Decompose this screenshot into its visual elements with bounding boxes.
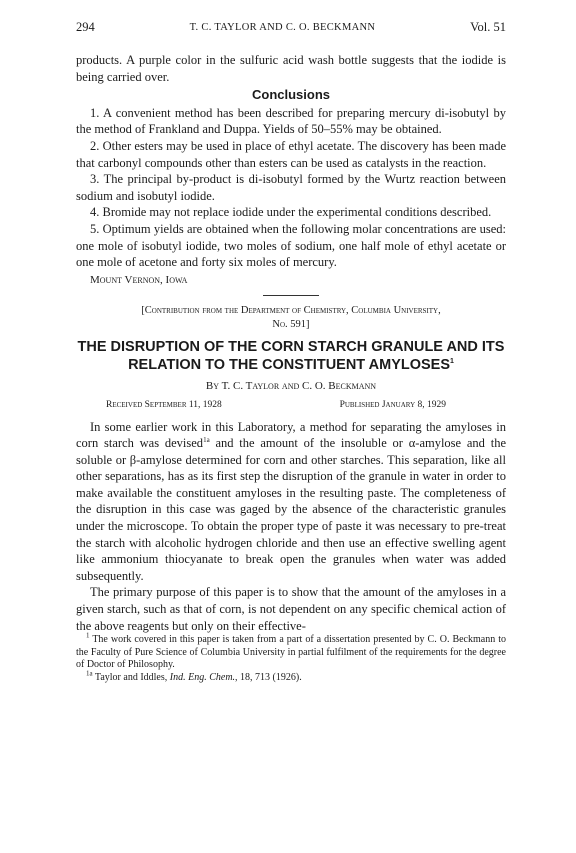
section-divider <box>263 295 319 296</box>
footnote-reference: 1a <box>203 435 210 444</box>
published-date: Published January 8, 1929 <box>339 399 446 410</box>
journal-name: Ind. Eng. Chem. <box>169 671 236 683</box>
article-dates <box>76 397 506 414</box>
authors: By T. C. Taylor and C. O. Beckmann <box>205 380 377 393</box>
paragraph-text: In some earlier work in this Laboratory, a method for separating the amyloses in corn starch was devised <box>76 419 506 451</box>
footnote <box>76 631 506 672</box>
conclusion-item: 2. Other esters may be used in place of ethyl acetate. The discovery has been made that carbonyl compounds other than esters can be used as catalysts in the reaction. <box>76 138 506 170</box>
conclusion-item: 4. Bromide may not replace iodide under the experimental conditions described. <box>90 205 492 220</box>
received-date: Received September 11, 1928 <box>106 399 222 410</box>
contribution-line: [Contribution from the Department of Chemistry, Columbia University, <box>141 305 441 317</box>
footnote-reference-text: , 18, 713 (1926). <box>235 671 302 683</box>
running-title: T. C. TAYLOR AND C. O. BECKMANN <box>189 22 376 33</box>
conclusion-item: 1. A convenient method has been described for preparing mercury di-isobutyl by the method of Frankland and Duppa. Yields of 50–55% may be obtained. <box>76 105 506 137</box>
running-header <box>76 20 506 38</box>
intro-paragraph: products. A purple color in the sulfuric acid wash bottle suggests that the iodide is being carried over. <box>76 53 506 84</box>
footnote-mark: 1a <box>86 669 93 678</box>
contribution-number: No. 591] <box>272 319 310 331</box>
footnote-text: The work covered in this paper is taken from a part of a dissertation presented by C. O. Beckmann to the Faculty of Pure Science of Columbia University in partial fulfilment of the requirements for the degree of Doctor of Philosophy. <box>76 634 506 671</box>
contribution-note <box>76 304 506 332</box>
footnote-text: Taylor and Iddles, <box>92 671 170 683</box>
conclusions-heading: Conclusions <box>251 87 330 103</box>
body-paragraph <box>76 419 506 585</box>
page <box>76 20 506 684</box>
article-title-text: THE DISRUPTION OF THE CORN STARCH GRANULE AND ITS RELATION TO THE CONSTITUENT AMYLOSES <box>77 339 505 374</box>
footnote <box>76 669 506 685</box>
footnotes <box>76 631 506 684</box>
body-text <box>76 52 506 634</box>
body-paragraph: The primary purpose of this paper is to show that the amount of the amyloses in a given starch, such as that of corn, is not dependent on any specific chemical action of the above reagents but only on their effective- <box>76 585 506 633</box>
footnote-mark: 1 <box>86 631 90 640</box>
author-location: Mount Vernon, Iowa <box>90 273 188 286</box>
paragraph-text: and the amount of the insoluble or α-amylose and the soluble or β-amylose determined for corn and other starches. This separation, like all other separations, has as its first step the disruption of the granule in water in order to make available the constituent amyloses in the resulting paste. The completeness of the disruption in this case was gaged by the absence of the characteristic granules under the microscope. To obtain the proper type of paste it was necessary to pre-treat the starch with alcoholic hydrogen chloride and then use an effective swelling agent like ammonium thiocyanate to break open the granules when water was added subsequently. <box>76 436 506 583</box>
conclusion-item: 5. Optimum yields are obtained when the following molar concentrations are used: one mole of isobutyl iodide, two moles of sodium, one half mole of ethyl acetate or one mole of acetone and forty six moles of mercury. <box>76 221 506 270</box>
volume: Vol. 51 <box>470 20 506 34</box>
article-title <box>76 338 506 374</box>
title-footnote-mark: 1 <box>450 358 454 366</box>
page-number: 294 <box>76 20 95 34</box>
conclusion-item: 3. The principal by-product is di-isobutyl formed by the Wurtz reaction between sodium and isobutyl iodide. <box>76 172 506 203</box>
